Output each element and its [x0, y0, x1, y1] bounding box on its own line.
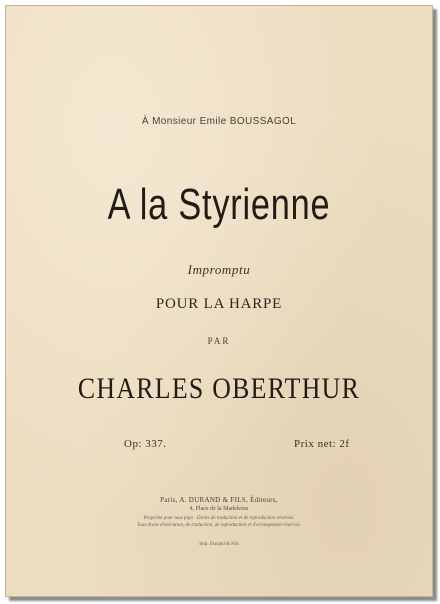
- dedication-text: À Monsieur Emile BOUSSAGOL: [141, 116, 297, 127]
- piece-subtitle: Impromptu: [187, 262, 251, 277]
- publisher-address: 4, Place de la Madeleine: [189, 506, 249, 512]
- sheet-music-cover: [5, 5, 433, 597]
- by-text: PAR: [207, 336, 231, 346]
- price-text: Prix net: 2f: [294, 438, 350, 450]
- publisher-name: Paris, A. DURAND & FILS, Éditeurs,: [160, 496, 278, 504]
- opus-number: Op: 337.: [124, 438, 167, 450]
- composer-name: CHARLES OBERTHUR: [77, 372, 361, 405]
- piece-title: A la Styrienne: [107, 180, 331, 229]
- rights-notice-2: Tous droits d'exécution, de traduction, de reproduction et d'arrangement réservés.: [136, 523, 302, 528]
- printer-mark: Imp. Durand & Fils: [199, 542, 239, 547]
- rights-notice-1: Propriété pour tous pays · Droits de traduction et de reproduction réservés.: [143, 516, 295, 521]
- instrument-text: POUR LA HARPE: [155, 296, 283, 312]
